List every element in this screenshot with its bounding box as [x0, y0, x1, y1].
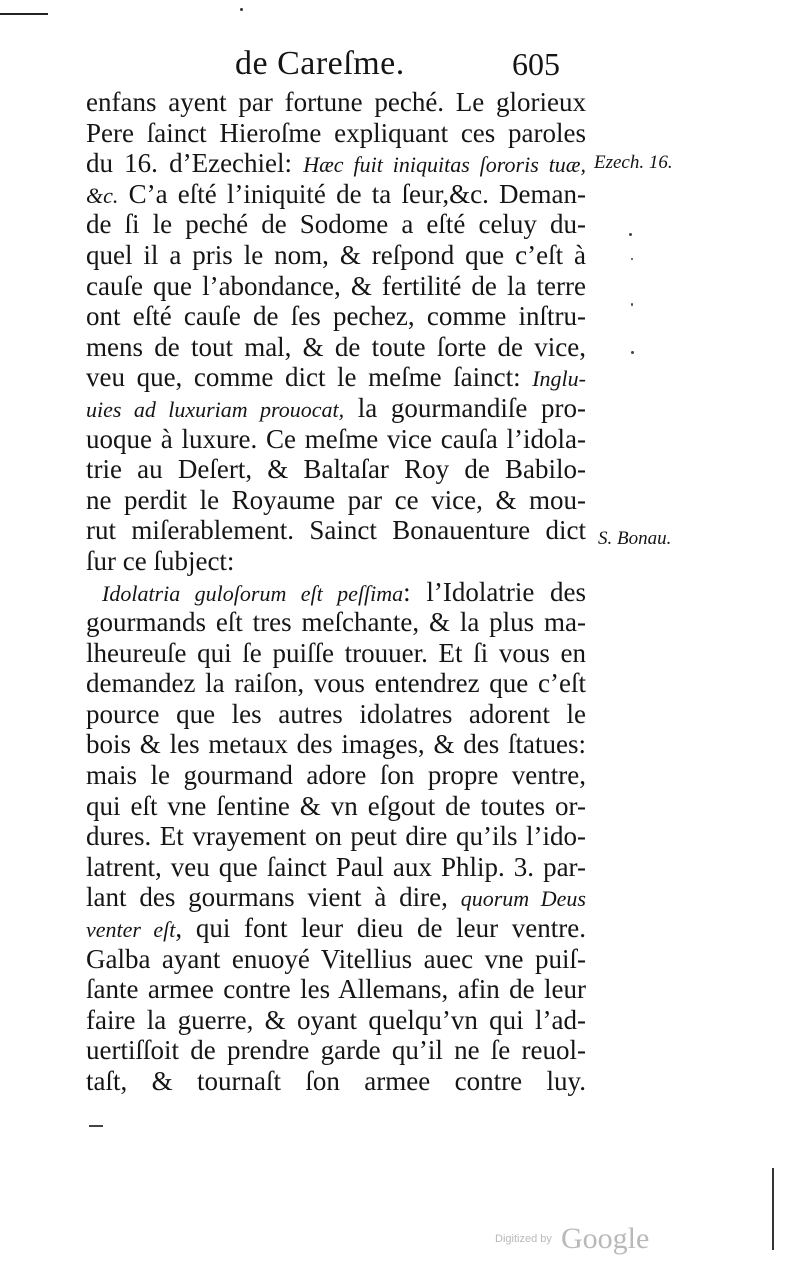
- text-run: lheureuſe qui ſe puiſſe trouuer. Et ſi vous en: [86, 637, 586, 668]
- google-logo: Google: [560, 1222, 650, 1255]
- page-header: [215, 42, 560, 86]
- italic-phrase: &c.: [86, 182, 119, 208]
- text-line: [86, 638, 586, 669]
- ink-speck: [631, 351, 634, 354]
- text-line: [86, 271, 586, 302]
- text-run: latrent, veu que ſainct Paul aux Phlip. 3. par-: [86, 851, 586, 882]
- text-line: [86, 944, 586, 975]
- text-run: quel il a pris le nom, & reſpond que c’eſt à: [86, 239, 586, 270]
- text-line: [86, 393, 586, 424]
- text-run: veu que, comme dict le meſme ſainct:: [86, 362, 533, 393]
- text-run: ſur ce ſubject:: [86, 545, 235, 576]
- text-run: ne perdit le Royaume par ce vice, & mou-: [86, 484, 586, 515]
- margin-note-bonaventure: S. Bonau.: [598, 528, 672, 549]
- text-run: demandez la raiſon, vous entendrez que c’eſt: [86, 668, 586, 699]
- text-line: [86, 515, 586, 546]
- bottom-margin-mark: [89, 1125, 103, 1127]
- italic-phrase: quorum Deus: [460, 886, 586, 912]
- text-line: [86, 424, 586, 455]
- text-run: ſante armee contre les Allemans, afin de leur: [86, 974, 586, 1005]
- margin-note-ezechiel: Ezech. 16.: [594, 152, 673, 173]
- text-run: du 16. d’Ezechiel:: [86, 148, 304, 179]
- text-line: [86, 240, 586, 271]
- text-run: enfans ayent par fortune peché. Le glorieux: [86, 87, 586, 117]
- text-run: dures. Et vrayement on peut dire qu’ils l’ido-: [86, 821, 586, 852]
- text-run: ont eſté cauſe de ſes pechez, comme inſtru-: [86, 301, 586, 332]
- page-number: 605: [512, 46, 560, 82]
- italic-phrase: Hæc fuit iniquitas ſororis tuæ,: [303, 152, 586, 178]
- text-line: [86, 668, 586, 699]
- text-run: lant des gourmans vient à dire,: [86, 882, 461, 913]
- text-run: , qui font leur dieu de leur ventre.: [175, 913, 586, 944]
- right-edge-rule: [772, 1168, 774, 1250]
- top-edge-rule: [0, 13, 48, 15]
- text-run: Pere ſainct Hieroſme expliquant ces paroles: [86, 117, 586, 148]
- text-run: uertiſſoit de prendre garde qu’il ne ſe reuol-: [86, 1035, 586, 1066]
- text-line: [86, 821, 586, 852]
- text-line: [86, 791, 586, 822]
- text-run: mens de tout mal, & de toute ſorte de vice,: [86, 331, 586, 362]
- ink-speck: [631, 303, 633, 306]
- text-run: cauſe que l’abondance, & fertilité de la terre: [86, 270, 586, 301]
- text-run: uoque à luxure. Ce meſme vice cauſa l’idola-: [86, 423, 586, 454]
- text-line: [86, 852, 586, 883]
- text-run: rut miſerablement. Sainct Bonauenture dict: [86, 515, 586, 546]
- text-line: [86, 1066, 586, 1097]
- italic-phrase: Idolatria guloſorum eſt peſſima: [102, 580, 404, 606]
- ink-speck: [629, 233, 632, 236]
- running-title: de Careſme.: [235, 45, 405, 82]
- text-line: [86, 1035, 586, 1066]
- text-run: C’a eſté l’iniquité de ta ſeur,&c. Deman-: [118, 178, 586, 209]
- text-line: [86, 485, 586, 516]
- text-run: trie au Deſert, & Baltaſar Roy de Babilo-: [86, 454, 586, 485]
- text-line: [86, 454, 586, 485]
- ink-speck: [631, 258, 633, 260]
- text-line: [86, 362, 586, 393]
- text-line: [86, 882, 586, 913]
- text-run: : l’Idolatrie des: [403, 576, 586, 607]
- text-run: pource que les autres idolatres adorent le: [86, 698, 586, 729]
- text-line: [86, 913, 586, 944]
- body-text: [86, 87, 586, 1097]
- text-line: [86, 87, 586, 118]
- ink-speck: [240, 8, 243, 11]
- text-line: [86, 209, 586, 240]
- text-run: mais le gourmand adore ſon propre ventre,: [86, 760, 586, 791]
- text-line: [86, 760, 586, 791]
- text-run: de ſi le peché de Sodome a eſté celuy du-: [86, 209, 586, 240]
- text-line: [86, 546, 586, 577]
- text-line: [86, 577, 586, 608]
- italic-phrase: Inglu-: [532, 366, 586, 392]
- text-run: faire la guerre, & oyant quelqu’vn qui l’ad-: [86, 1004, 586, 1035]
- text-run: taſt, & tournaſt ſon armee contre luy.: [86, 1066, 586, 1096]
- text-line: [86, 118, 586, 149]
- text-line: [86, 301, 586, 332]
- text-line: [86, 974, 586, 1005]
- text-line: [86, 179, 586, 210]
- italic-phrase: uies ad luxuriam prouocat,: [86, 396, 345, 422]
- text-run: Galba ayant enuoyé Vitellius auec vne puiſ-: [86, 943, 586, 974]
- text-line: [86, 607, 586, 638]
- digitized-watermark: [495, 1222, 649, 1254]
- italic-phrase: venter eſt: [86, 917, 176, 943]
- text-run: qui eſt vne ſentine & vn eſgout de toutes or-: [86, 790, 586, 821]
- watermark-prefix: Digitized by: [495, 1233, 552, 1245]
- text-line: [86, 332, 586, 363]
- text-run: bois & les metaux des images, & des ſtatues:: [86, 729, 586, 760]
- text-line: [86, 1005, 586, 1036]
- text-run: gourmands eſt tres meſchante, & la plus ma-: [86, 607, 586, 638]
- text-line: [86, 699, 586, 730]
- text-line: [86, 729, 586, 760]
- text-line: [86, 148, 586, 179]
- text-run: la gourmandiſe pro-: [344, 392, 586, 423]
